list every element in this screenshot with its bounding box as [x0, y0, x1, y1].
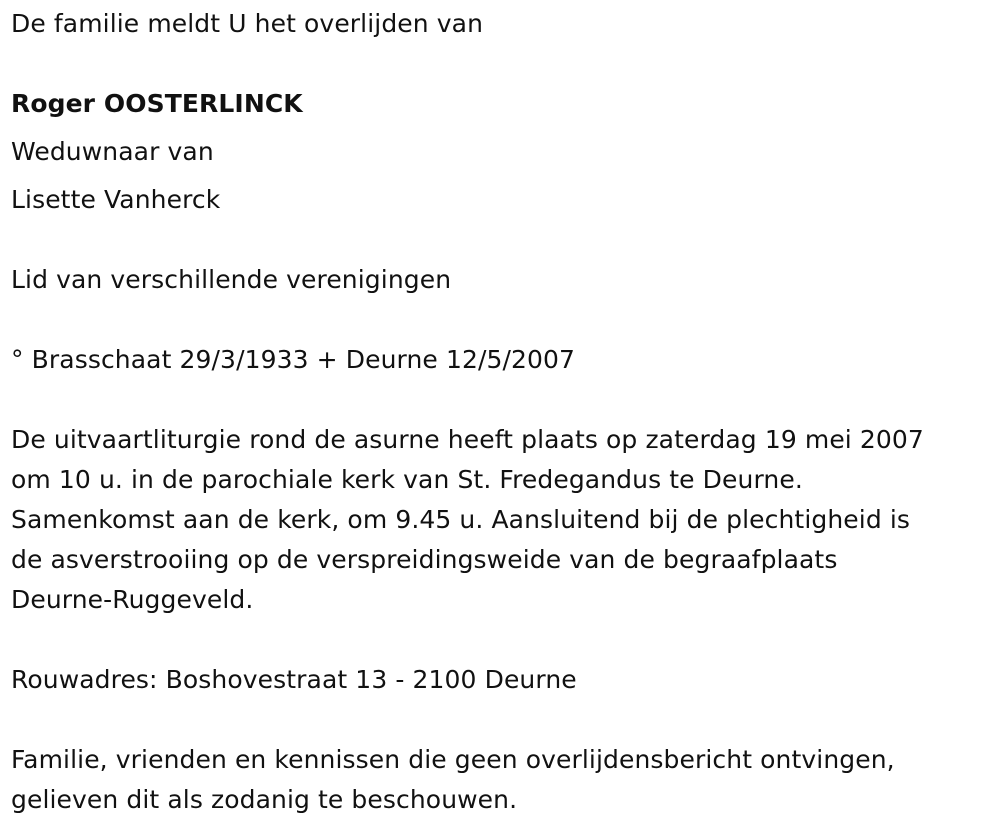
ceremony-line: De uitvaartliturgie rond de asurne heeft plaats op zaterdag 19 mei 2007 [11, 425, 924, 454]
relation-text: Weduwnaar van [11, 137, 214, 166]
ceremony-line: Deurne-Ruggeveld. [11, 585, 254, 614]
deceased-name: Roger OOSTERLINCK [11, 89, 303, 118]
intro-text: De familie meldt U het overlijden van [11, 9, 484, 38]
closing-line: gelieven dit als zodanig te beschouwen. [11, 785, 518, 814]
mourning-address: Rouwadres: Boshovestraat 13 - 2100 Deurne [11, 665, 577, 694]
spouse-name: Lisette Vanherck [11, 185, 221, 214]
birth-death-dates: ° Brasschaat 29/3/1933 + Deurne 12/5/2007 [11, 345, 576, 374]
membership-text: Lid van verschillende verenigingen [11, 265, 452, 294]
ceremony-line: Samenkomst aan de kerk, om 9.45 u. Aansluitend bij de plechtigheid is [11, 505, 911, 534]
closing-line: Familie, vrienden en kennissen die geen overlijdensbericht ontvingen, [11, 745, 895, 774]
ceremony-line: de asverstrooiing op de verspreidingsweide van de begraafplaats [11, 545, 838, 574]
ceremony-line: om 10 u. in de parochiale kerk van St. Fredegandus te Deurne. [11, 465, 803, 494]
